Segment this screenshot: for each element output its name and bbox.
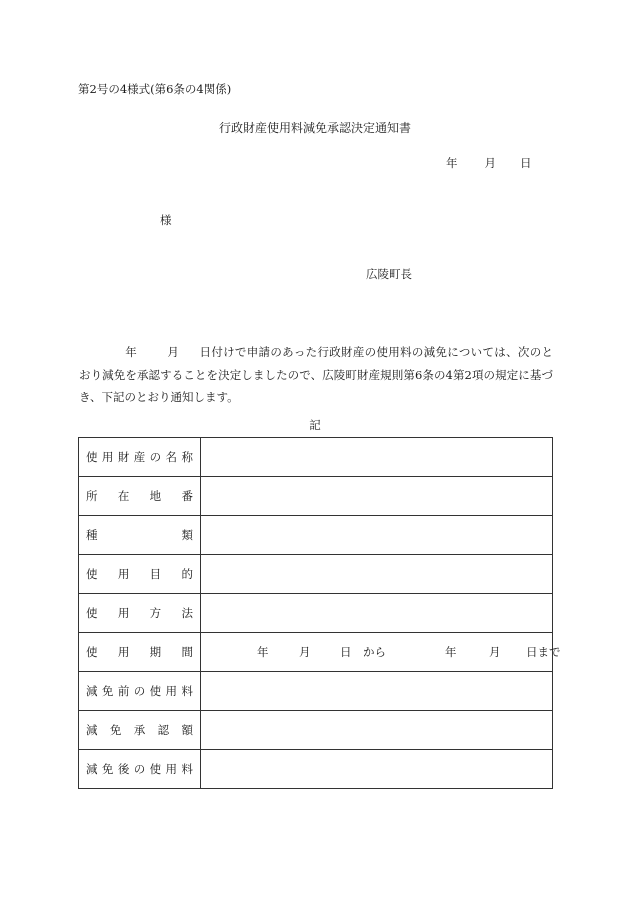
period-from-year: 年: [257, 645, 269, 659]
row-label: [79, 711, 201, 750]
period-from-day: 日: [340, 645, 352, 659]
row-label-char: の: [133, 684, 146, 698]
table-row: [79, 516, 553, 555]
row-label-char: 減: [86, 723, 98, 737]
row-label-char: 用: [165, 684, 178, 698]
period-from: から: [363, 645, 386, 659]
issue-date-month: 月: [484, 156, 496, 170]
table-row: [79, 477, 553, 516]
notice-body: [79, 341, 553, 409]
row-label-char: 財: [117, 450, 130, 464]
row-label-char: 所: [86, 489, 98, 503]
body-text: 日付けで申請のあった行政財産の使用料の減免については、次のとおり減免を承認することを決定しましたので、広陵町財産規則第6条の4第2項の規定に基づき、下記のとおり通知します。: [79, 345, 553, 404]
row-label: [79, 516, 201, 555]
row-label-char: 料: [181, 684, 193, 698]
row-value: [201, 672, 553, 711]
row-label-char: 減: [86, 684, 98, 698]
row-label-char: 類: [181, 528, 193, 542]
row-label: [79, 438, 201, 477]
row-label-char: 的: [181, 567, 193, 581]
row-label-char: の: [149, 450, 162, 464]
row-label: [79, 555, 201, 594]
details-table: [78, 437, 561, 789]
row-label-char: 産: [133, 450, 146, 464]
row-label-char: 使: [86, 606, 98, 620]
row-value: [201, 516, 553, 555]
row-label-char: 承: [133, 723, 146, 737]
row-label-char: 認: [157, 723, 170, 737]
issue-date-year: 年: [446, 156, 458, 170]
table-row: [79, 711, 553, 750]
row-label-char: 称: [181, 450, 193, 464]
table-row: [79, 750, 553, 789]
row-label-char: 用: [117, 606, 130, 620]
body-year: 年: [125, 345, 138, 359]
row-label-char: 使: [86, 450, 98, 464]
row-label-char: 用: [101, 450, 114, 464]
sender-name: 広陵町長: [366, 267, 412, 281]
issue-date-day: 日: [520, 156, 532, 170]
row-label-char: 免: [101, 684, 114, 698]
row-label-char: 在: [117, 489, 130, 503]
row-label-char: 使: [149, 762, 162, 776]
table-row: [79, 555, 553, 594]
row-label-char: 使: [149, 684, 162, 698]
row-label: [79, 750, 201, 789]
row-label-char: 免: [101, 762, 114, 776]
row-label-char: 免: [109, 723, 122, 737]
recipient-honorific: 様: [160, 213, 172, 227]
issue-date: [446, 155, 532, 171]
body-month: 月: [167, 345, 180, 359]
row-label-char: 用: [117, 567, 130, 581]
row-label-char: の: [133, 762, 146, 776]
row-label-char: 使: [86, 645, 98, 659]
period-to-year: 年: [445, 645, 457, 659]
row-label-char: 種: [86, 528, 98, 542]
ki-heading: 記: [309, 418, 321, 432]
row-label-char: 減: [86, 762, 98, 776]
period-to-month: 月: [489, 645, 501, 659]
row-label-char: 間: [181, 645, 193, 659]
usage-period-value: [201, 633, 561, 672]
row-label-char: 用: [165, 762, 178, 776]
row-value: [201, 594, 553, 633]
period-from-month: 月: [299, 645, 311, 659]
row-label-char: 地: [149, 489, 162, 503]
row-value: [201, 750, 553, 789]
period-to-day: 日まで: [526, 645, 561, 659]
form-number: 第2号の4様式(第6条の4関係): [78, 82, 232, 96]
row-label-char: 後: [117, 762, 130, 776]
row-label: [79, 477, 201, 516]
row-label-char: 額: [181, 723, 193, 737]
row-label-char: 目: [149, 567, 162, 581]
row-label-char: 使: [86, 567, 98, 581]
row-label-char: 方: [149, 606, 162, 620]
row-label-char: 前: [117, 684, 130, 698]
table-row: [79, 438, 553, 477]
row-label-char: 番: [181, 489, 193, 503]
table-row: [79, 594, 553, 633]
row-label-char: 用: [117, 645, 130, 659]
row-value: [201, 555, 553, 594]
row-label-char: 期: [149, 645, 162, 659]
table-row: [79, 633, 553, 672]
row-value: [201, 711, 553, 750]
row-label-char: 料: [181, 762, 193, 776]
row-value: [201, 438, 553, 477]
row-label: [79, 633, 201, 672]
document-title: 行政財産使用料減免承認決定通知書: [218, 121, 411, 135]
table-row: [79, 672, 553, 711]
row-value: [201, 477, 553, 516]
row-label: [79, 672, 201, 711]
row-label-char: 法: [181, 606, 193, 620]
row-label-char: 名: [165, 450, 178, 464]
row-label: [79, 594, 201, 633]
